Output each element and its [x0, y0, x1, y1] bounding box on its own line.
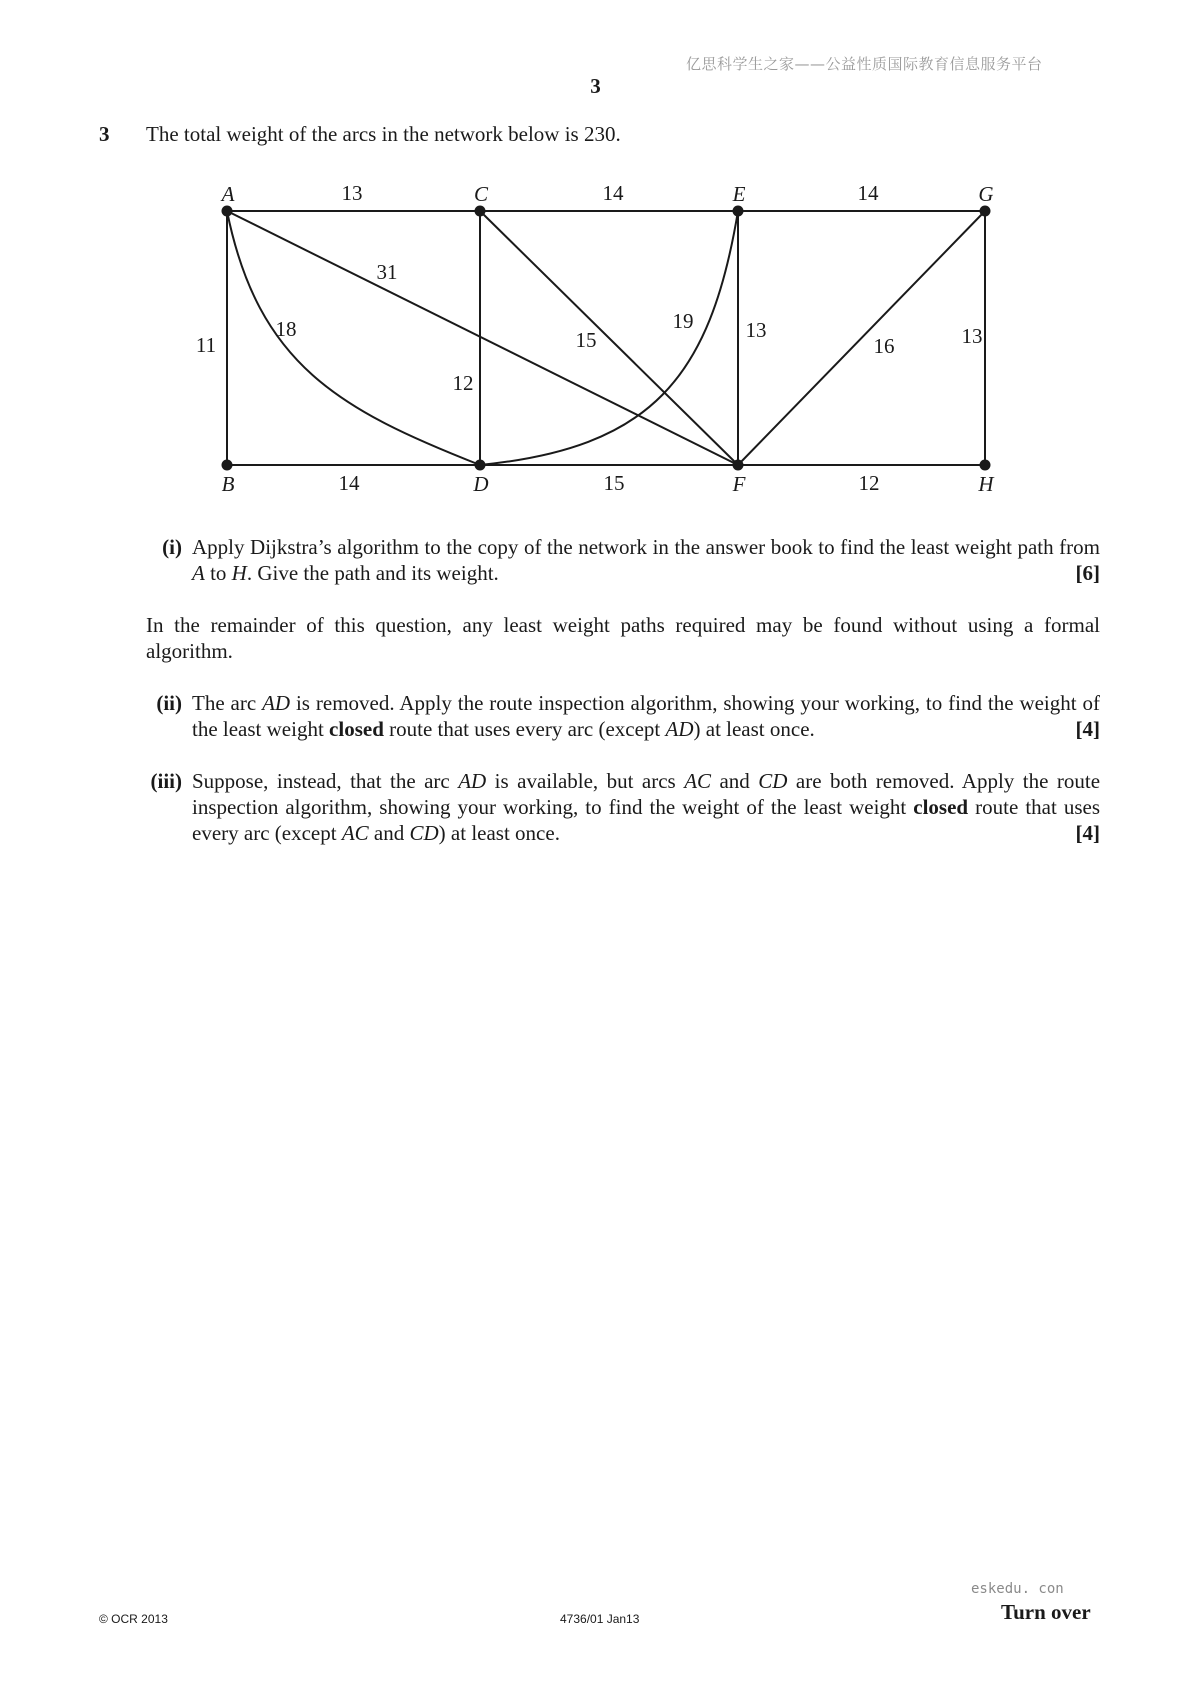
weight-FH: 12	[858, 471, 880, 495]
node-E	[733, 206, 744, 217]
node-label-C: C	[473, 182, 489, 206]
watermark-header: 亿思科学生之家——公益性质国际教育信息服务平台	[686, 55, 1043, 73]
part-ii	[146, 690, 1100, 742]
remainder-note: In the remainder of this question, any least weight paths required may be found without using a formal algorithm.	[146, 613, 1100, 663]
part-i-text: Apply Dijkstra’s algorithm to the copy of the network in the answer book to find the least weight path from A to H. Give the path and its weight. [6]	[192, 535, 1100, 585]
weight-EG: 14	[857, 181, 879, 205]
arc-AF	[227, 211, 738, 465]
node-label-B: B	[221, 472, 235, 496]
node-label-G: G	[978, 182, 994, 206]
marks-ii: [4]	[1075, 717, 1100, 741]
page-number: 3	[590, 74, 601, 98]
marks-i: [6]	[1075, 561, 1100, 585]
weight-CE: 14	[602, 181, 624, 205]
node-A	[222, 206, 233, 217]
node-B	[222, 460, 233, 471]
weight-BD: 14	[338, 471, 360, 495]
footer-paper-code: 4736/01 Jan13	[560, 1612, 640, 1626]
network-diagram	[0, 0, 1191, 520]
weight-DE: 19	[672, 309, 694, 333]
node-H	[980, 460, 991, 471]
arc-CF	[480, 211, 738, 465]
part-i	[146, 534, 1100, 586]
weight-AB: 11	[195, 333, 217, 357]
weight-GF: 16	[873, 334, 895, 358]
node-label-H: H	[978, 472, 994, 496]
turn-over: Turn over	[1001, 1600, 1091, 1624]
node-C	[475, 206, 486, 217]
part-iii-text: Suppose, instead, that the arc AD is available, but arcs AC and CD are both removed. Apply the route inspection algorithm, showing your working, to find the weight of the least weight closed route that uses every arc (except AC and CD) at least once. [4]	[192, 769, 1101, 845]
arc-AD	[227, 211, 480, 465]
node-label-D: D	[473, 472, 489, 496]
weight-GH: 13	[961, 324, 983, 348]
question-number: 3	[99, 122, 110, 146]
weight-CD: 12	[452, 371, 474, 395]
node-label-A: A	[221, 182, 235, 206]
marks-iii: [4]	[1075, 821, 1100, 845]
weight-CF: 15	[575, 328, 597, 352]
node-G	[980, 206, 991, 217]
watermark-footer: eskedu. con	[971, 1581, 1064, 1597]
node-label-E: E	[732, 182, 746, 206]
weight-AF: 31	[376, 260, 398, 284]
arc-GF	[738, 211, 985, 465]
weight-AC: 13	[341, 181, 363, 205]
weight-EF: 13	[745, 318, 767, 342]
weight-DF: 15	[603, 471, 625, 495]
part-label-ii: (ii)	[156, 691, 182, 715]
question-stem: The total weight of the arcs in the network below is 230.	[146, 122, 621, 146]
part-label-i: (i)	[162, 535, 182, 559]
node-D	[475, 460, 486, 471]
part-label-iii: (iii)	[150, 769, 182, 793]
part-iii	[146, 768, 1100, 846]
part-ii-text: The arc AD is removed. Apply the route inspection algorithm, showing your working, to find the weight of the least weight closed route that uses every arc (except AD) at least once. [4]	[192, 691, 1100, 741]
weight-AD: 18	[275, 317, 297, 341]
footer-copyright: © OCR 2013	[99, 1612, 168, 1626]
node-label-F: F	[732, 472, 746, 496]
node-F	[733, 460, 744, 471]
